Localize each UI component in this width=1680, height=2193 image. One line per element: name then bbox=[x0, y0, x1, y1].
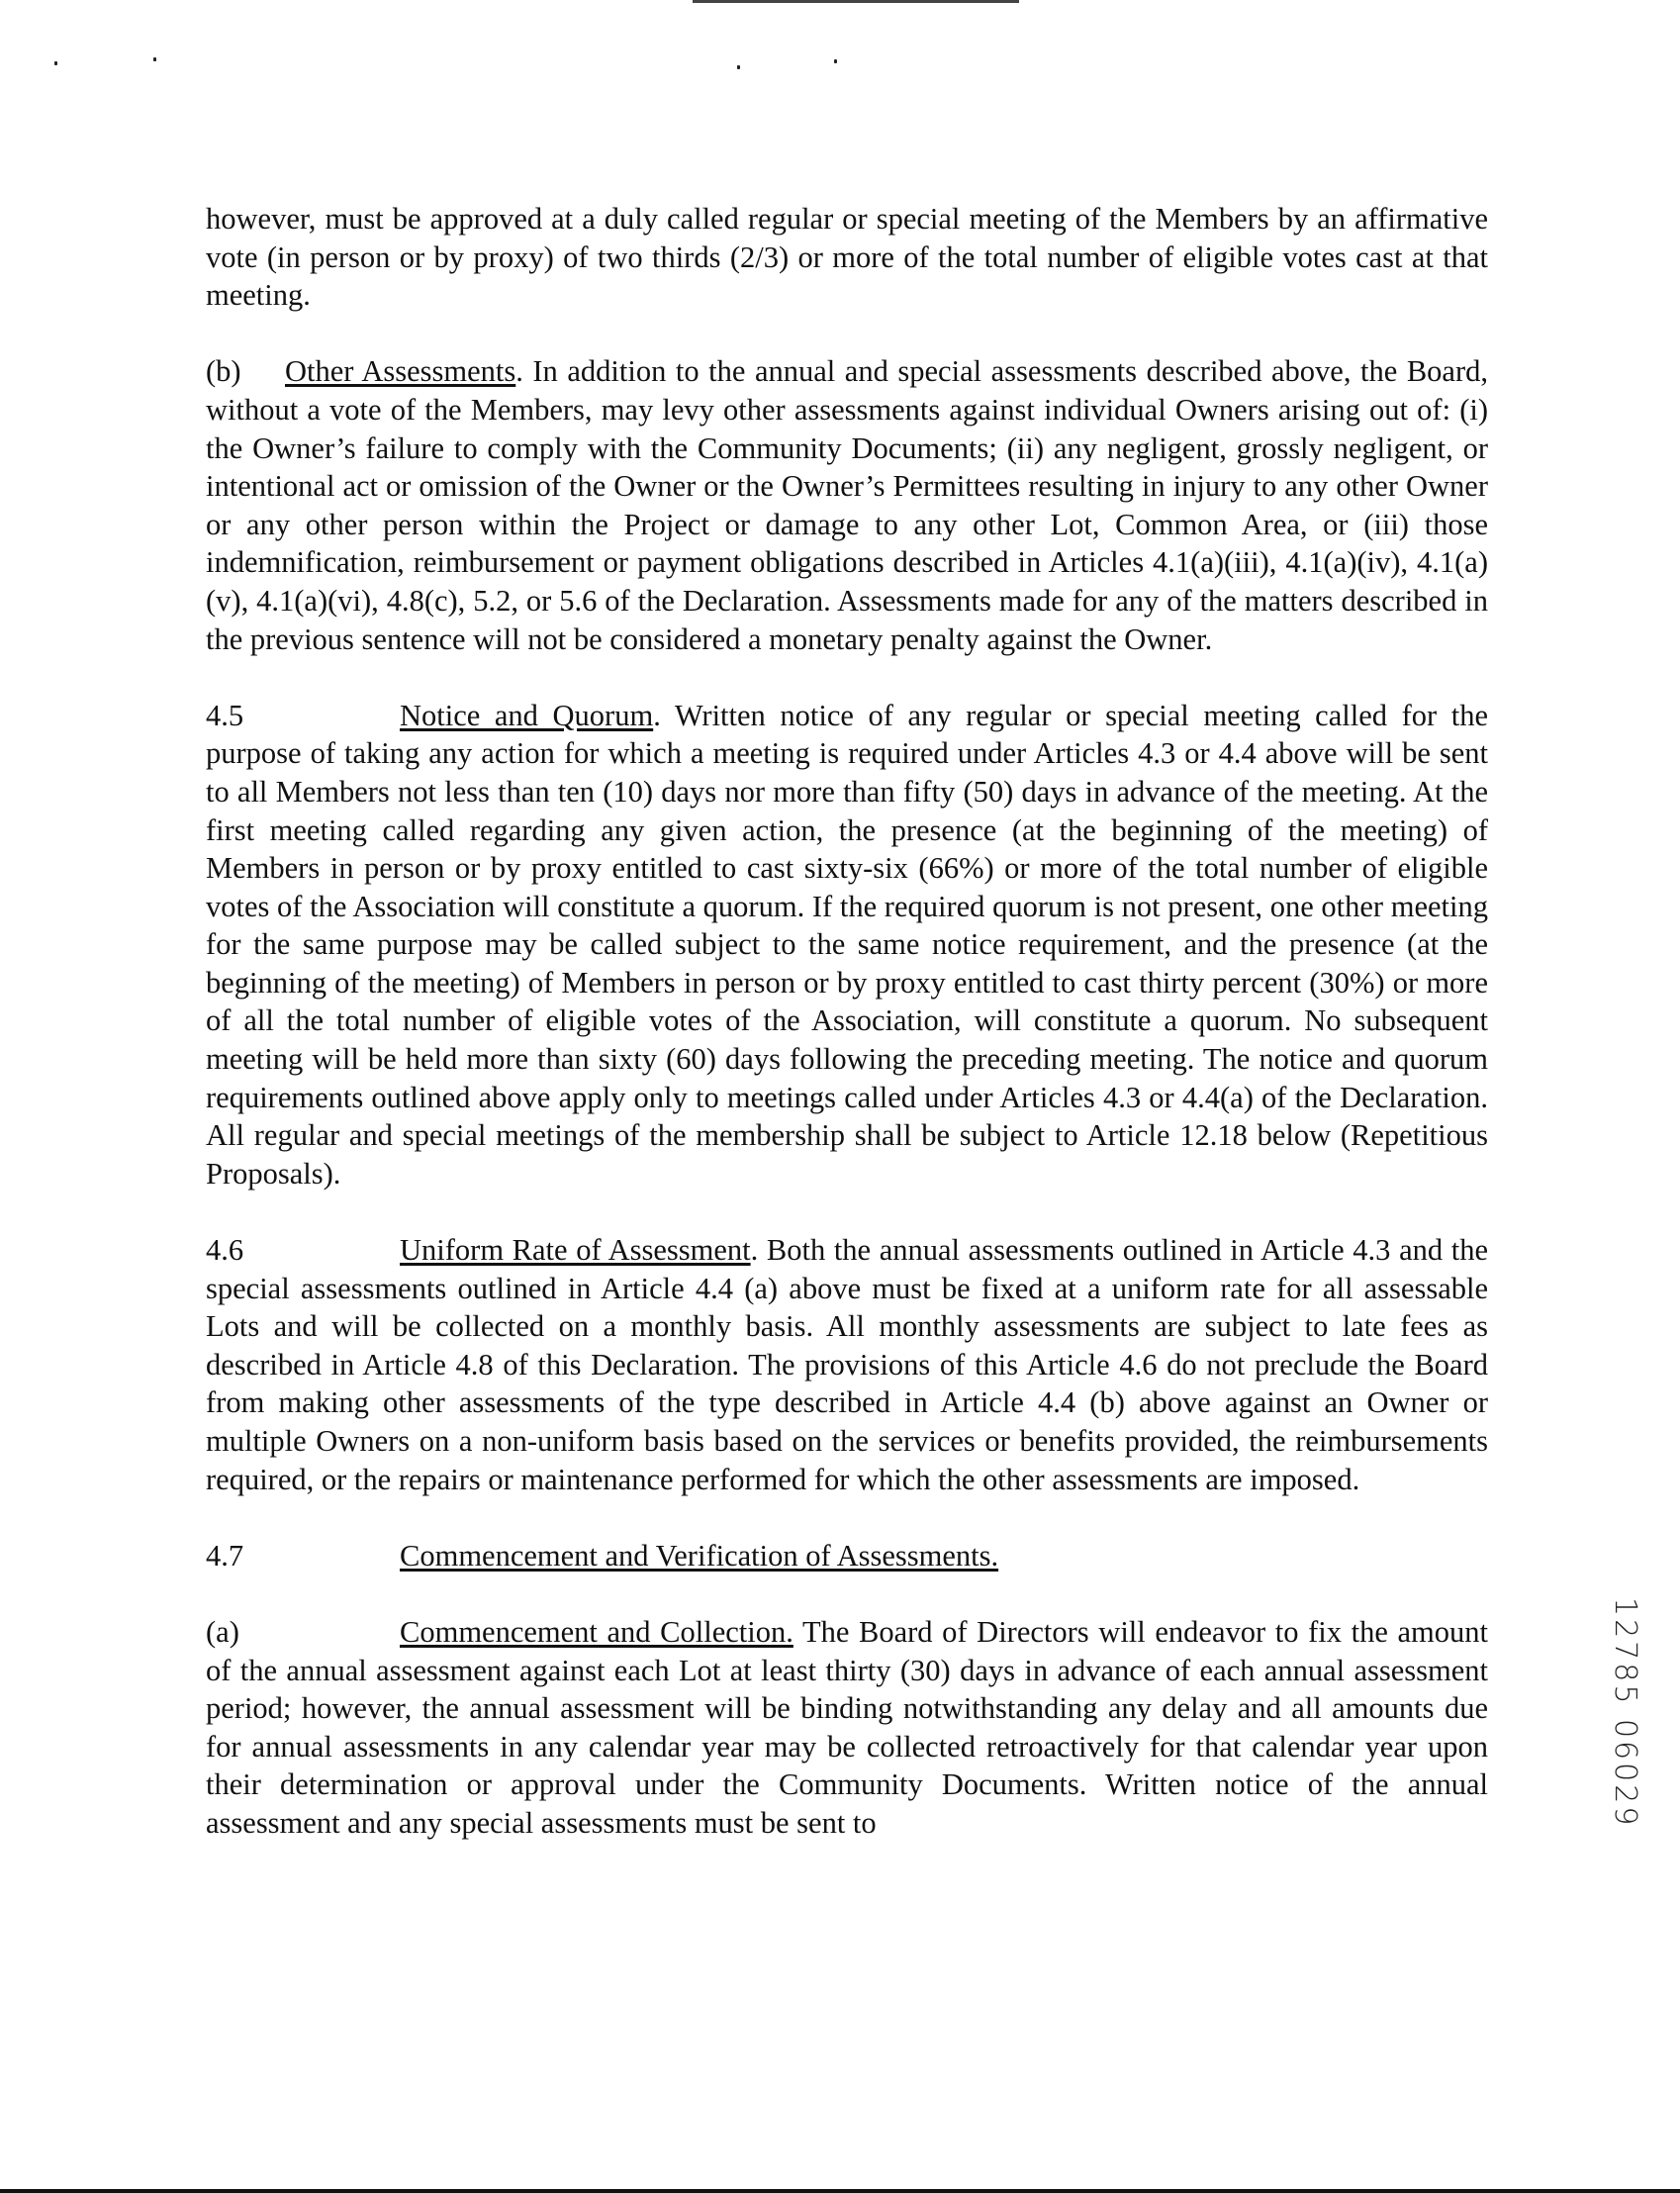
scan-speck bbox=[153, 57, 156, 61]
section-4-5-number: 4.5 bbox=[206, 698, 244, 732]
section-4-7-a-label: (a) bbox=[206, 1614, 239, 1649]
section-4-7-a-text: The Board of Directors will endeavor to fix the amount of the annual assessment against each Lot at least thirty (30) days in advance of each annual assessment period; however, the annual assessment will be binding notwithstanding any delay and all amounts due for annual assessments in any calendar year may be collected retroactively for that calendar year upon their determination or approval under the Community Documents. Written notice of the annual assessment and any special assessments must be sent to bbox=[206, 1614, 1488, 1840]
scan-speck bbox=[54, 61, 57, 65]
section-4-7-number: 4.7 bbox=[206, 1538, 244, 1573]
section-4-7-heading-line bbox=[206, 1537, 1488, 1575]
scan-bottom-border bbox=[0, 2189, 1680, 2193]
scan-speck bbox=[737, 65, 740, 69]
section-4-6-paragraph bbox=[206, 1231, 1488, 1498]
section-4-6-number: 4.6 bbox=[206, 1233, 244, 1268]
margin-document-number: 12785 06029 bbox=[1608, 1597, 1642, 1829]
section-4-7-a-paragraph bbox=[206, 1613, 1488, 1843]
scan-top-rule bbox=[693, 0, 1019, 3]
scan-speck bbox=[834, 59, 837, 63]
section-b-text: . In addition to the annual and special assessments described above, the Board, without a vote of the Members, may levy other assessments against individual Owners arising out of: (i) the Owner’s failure to comply with the Community Documents; (ii) any negligent, grossly negligent, or intentional act or omission of the Owner or the Owner’s Permittees resulting in injury to any other Owner or any other person within the Project or damage to any other Lot, Common Area, or (iii) those indemnification, reimbursement or payment obligations described in Articles 4.1(a)(iii), 4.1(a)(iv), 4.1(a)(v), 4.1(a)(vi), 4.8(c), 5.2, or 5.6 of the Declaration. Assessments made for any of the matters described in the previous sentence will not be considered a monetary penalty against the Owner. bbox=[206, 354, 1488, 656]
document-body bbox=[206, 200, 1488, 1880]
section-4-7-heading: Commencement and Verification of Assessments. bbox=[400, 1538, 999, 1573]
section-4-5-paragraph bbox=[206, 697, 1488, 1193]
section-4-5-text: . Written notice of any regular or special meeting called for the purpose of taking any action for which a meeting is required under Articles 4.3 or 4.4 above will be sent to all Members not less than ten (10) days nor more than fifty (50) days in advance of the meeting. At the first meeting called regarding any given action, the presence (at the beginning of the meeting) of Members in person or by proxy entitled to cast sixty-six (66%) or more of the total number of eligible votes of the Association will constitute a quorum. If the required quorum is not present, one other meeting for the same purpose may be called subject to the same notice requirement, and the presence (at the beginning of the meeting) of Members in person or by proxy entitled to cast thirty percent (30%) or more of all the total number of eligible votes of the Association, will constitute a quorum. No subsequent meeting will be held more than sixty (60) days following the preceding meeting. The notice and quorum requirements outlined above apply only to meetings called under Articles 4.3 or 4.4(a) of the Declaration. All regular and special meetings of the membership shall be subject to Article 12.18 below (Repetitious Proposals). bbox=[206, 698, 1488, 1191]
section-b-heading: Other Assessments bbox=[285, 354, 516, 389]
section-4-5-heading: Notice and Quorum bbox=[400, 698, 654, 732]
section-b-label: (b) bbox=[206, 354, 241, 389]
section-4-6-heading: Uniform Rate of Assessment bbox=[400, 1233, 751, 1268]
section-4-6-text: . Both the annual assessments outlined in Article 4.3 and the special assessments outlined in Article 4.4 (a) above must be fixed at a uniform rate for all assessable Lots and will be collected on a monthly basis. All monthly assessments are subject to late fees as described in Article 4.8 of this Declaration. The provisions of this Article 4.6 do not preclude the Board from making other assessments of the type described in Article 4.4 (b) above against an Owner or multiple Owners on a non-uniform basis based on the services or benefits provided, the reimbursements required, or the repairs or maintenance performed for which the other assessments are imposed. bbox=[206, 1233, 1489, 1496]
continuation-paragraph: however, must be approved at a duly called regular or special meeting of the Members by an affirmative vote (in person or by proxy) of two thirds (2/3) or more of the total number of eligible votes cast at that meeting. bbox=[206, 202, 1488, 313]
section-b-paragraph bbox=[206, 352, 1488, 658]
section-4-7-a-heading: Commencement and Collection. bbox=[400, 1614, 793, 1649]
